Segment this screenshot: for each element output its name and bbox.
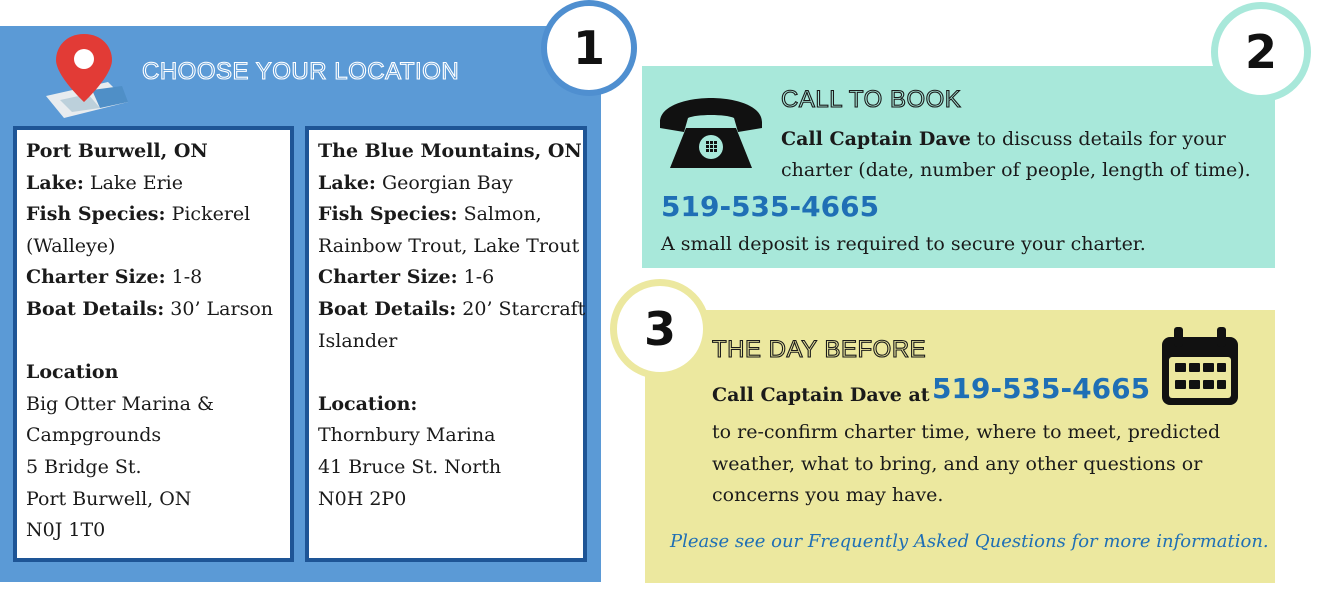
- step3-body-line: concerns you may have.: [712, 484, 944, 506]
- step3-title: THE DAY BEFORE: [712, 336, 927, 363]
- charter-size-label: Charter Size:: [318, 266, 458, 289]
- location-label: Location:: [318, 392, 418, 415]
- boat-value: 20’ Starcraft: [462, 297, 586, 320]
- location-card-port-burwell: [13, 126, 294, 562]
- step3-body-line: to re-confirm charter time, where to meet, predicted: [712, 421, 1221, 443]
- deposit-note: A small deposit is required to secure your charter.: [661, 233, 1146, 255]
- species-value-cont: (Walleye): [26, 234, 116, 257]
- call-captain-dave-at: Call Captain Dave at: [712, 384, 930, 406]
- charter-size-value: 1-8: [171, 266, 203, 289]
- step2-lead: [781, 124, 1226, 156]
- step2-details: charter (date, number of people, length of time).: [781, 159, 1251, 181]
- step1-title: CHOOSE YOUR LOCATION: [142, 58, 460, 85]
- charter-size-value: 1-6: [463, 266, 495, 289]
- step1-number-badge: 1: [541, 0, 637, 96]
- lake-value: Georgian Bay: [381, 171, 513, 194]
- species-label: Fish Species:: [26, 203, 166, 226]
- lake-label: Lake:: [318, 171, 376, 194]
- step2-number-badge: 2: [1211, 2, 1311, 102]
- telephone-icon: [656, 94, 766, 170]
- location-name: Port Burwell, ON: [26, 140, 208, 162]
- location-card-blue-mountains: [305, 126, 587, 562]
- address-line: N0J 1T0: [26, 519, 106, 542]
- species-label: Fish Species:: [318, 203, 458, 226]
- address-line: Thornbury Marina: [318, 424, 496, 447]
- species-value: Salmon,: [463, 203, 542, 226]
- lake-value: Lake Erie: [89, 171, 183, 194]
- phone-number-link[interactable]: 519-535-4665: [932, 372, 1151, 405]
- location-name: The Blue Mountains, ON: [318, 140, 582, 162]
- boat-label: Boat Details:: [318, 297, 457, 320]
- boat-label: Boat Details:: [26, 297, 165, 320]
- address-line: Campgrounds: [26, 424, 162, 447]
- address-line: N0H 2P0: [318, 487, 407, 510]
- call-captain-dave: Call Captain Dave: [781, 128, 971, 150]
- map-pin-icon: [40, 30, 132, 122]
- step3-number-badge: 3: [610, 279, 710, 379]
- calendar-icon: [1158, 325, 1242, 409]
- phone-number-link[interactable]: 519-535-4665: [661, 190, 880, 223]
- location-label: Location: [26, 361, 119, 384]
- boat-value: 30’ Larson: [170, 297, 273, 320]
- address-line: Port Burwell, ON: [26, 487, 192, 510]
- step3-body-line: weather, what to bring, and any other questions or: [712, 453, 1203, 475]
- address-line: 5 Bridge St.: [26, 455, 142, 478]
- faq-link[interactable]: Please see our Frequently Asked Questions for more information.: [670, 531, 1269, 552]
- step3-lead: [712, 380, 930, 412]
- address-line: 41 Bruce St. North: [318, 455, 502, 478]
- lake-label: Lake:: [26, 171, 84, 194]
- step2-lead-rest: to discuss details for your: [976, 128, 1226, 150]
- step2-title: CALL TO BOOK: [781, 86, 962, 113]
- species-value: Pickerel: [171, 203, 251, 226]
- address-line: Big Otter Marina &: [26, 392, 214, 415]
- species-value-cont: Rainbow Trout, Lake Trout: [318, 234, 580, 257]
- boat-value-cont: Islander: [318, 329, 398, 352]
- charter-size-label: Charter Size:: [26, 266, 166, 289]
